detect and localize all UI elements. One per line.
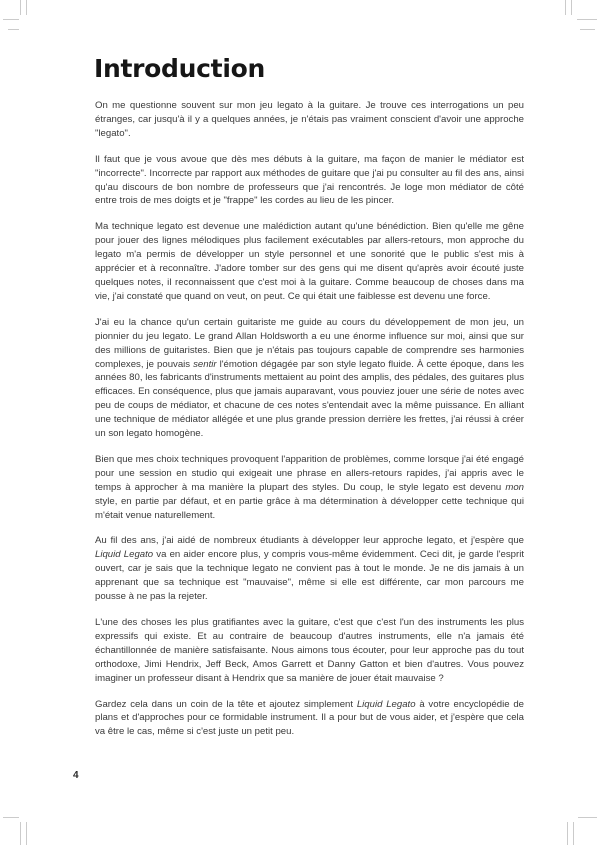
crop-mark-top-right — [571, 0, 572, 15]
text-run: Au fil des ans, j'ai aidé de nombreux étudiants à développer leur approche legato, et j'espère que — [95, 535, 524, 547]
text-run: Ma technique legato est devenue une malédiction autant qu'une bénédiction. Bien qu'elle me gêne pour jouer des lignes mélodiques plus facilement exécutables par allers-retours, mon approche du legato m'a permis de développer un style personnel et une sonorité que le public s'est mis à apprécier et à reconnaître. J'adore tomber sur des gens qui me disent qu'après avoir écouté juste quelques notes, il reconnaissent que c'est moi à la guitare. Comme beaucoup de choses dans ma vie, j'ai constaté que quand on veut, on peut. Ce qui était une faiblesse est devenu une force. — [95, 221, 524, 302]
paragraph — [95, 453, 524, 523]
crop-mark-top-left — [20, 0, 21, 15]
crop-mark-bottom-right — [567, 822, 568, 845]
text-run: L'une des choses les plus gratifiantes avec la guitare, c'est que c'est l'un des instruments les plus expressifs qui existe. Et au contraire de beaucoup d'autres instruments, elle n'a jamais été échantillonnée de manière satisfaisante. Nous aimons tous écouter, pour leur approche pas du tout orthodoxe, Jimi Hendrix, Jeff Beck, Amos Garrett et Danny Gatton et bien d'autres. Vous pouvez imaginer un professeur disant à Hendrix que sa manière de jouer était mauvaise ? — [95, 617, 524, 684]
crop-mark-top-left — [3, 19, 19, 20]
text-run: Gardez cela dans un coin de la tête et ajoutez simplement — [95, 698, 357, 710]
crop-mark-bottom-left — [20, 822, 21, 845]
text-run: On me questionne souvent sur mon jeu legato à la guitare. Je trouve ces interrogations un peu étranges, car jusqu'à il y a quelques années, je n'étais pas vraiment conscient d'avoir une approche "legato". — [95, 100, 524, 139]
paragraph — [95, 616, 524, 686]
crop-mark-top-right — [577, 19, 597, 20]
text-run: Il faut que je vous avoue que dès mes débuts à la guitare, ma façon de manier le médiator est "incorrecte". Incorrecte par rapport aux méthodes de guitare que j'ai pu consulter au fil des ans, ainsi qu'au discours de bon nombre de professeurs que j'ai rencontrés. Je loge mon médiator de côté entre trois de mes doigts et je "frappe" les cordes au lieu de les pincer. — [95, 153, 524, 207]
paragraph — [95, 698, 524, 740]
crop-mark-bottom-left — [26, 822, 27, 845]
page-title: Introduction — [94, 54, 265, 83]
crop-mark-top-right — [580, 29, 595, 30]
paragraph — [95, 534, 524, 604]
text-run: l'émotion dégagée par son style legato fluide. À cette époque, dans les années 80, les fabricants d'instruments mettaient au point des amplis, des pédales, des guitares plus efficaces. En conséquence, plus que jamais auparavant, vous pouviez jouer une série de notes avec peu de coups de médiator, et chacune de ces notes s'entendait avec la même puissance. En alliant une technique de médiator allégée et une plus grande pression derrière les frettes, j'ai réussi à créer un son legato homogène. — [95, 358, 524, 440]
italic-text-run: Liquid Legato — [356, 698, 416, 710]
paragraph — [95, 99, 524, 141]
text-run: style, en partie par défaut, et en partie grâce à ma détermination à développer cette technique qui m'était venue naturellement. — [95, 495, 524, 521]
page-number: 4 — [73, 770, 79, 781]
text-run: à votre encyclopédie de plans et d'approches pour ce formidable instrument. Il a pour but de vous aider, et j'espère que cela va être le cas, même si c'est juste un petit peu. — [95, 698, 524, 738]
crop-mark-bottom-left — [3, 817, 19, 818]
italic-text-run: Liquid Legato — [95, 549, 154, 561]
text-run: Bien que mes choix techniques provoquent l'apparition de problèmes, comme lorsque j'ai été engagé pour une session en studio qui exigeait une phrase en allers-retours rapides, j'ai appris avec le temps à approcher à ma manière la plupart des styles. Du coup, le style legato est devenu — [95, 453, 524, 493]
crop-mark-top-left — [8, 29, 19, 30]
italic-text-run: sentir — [193, 358, 217, 370]
italic-text-run: mon — [505, 481, 524, 493]
paragraph — [95, 316, 524, 441]
paragraph — [95, 153, 524, 209]
body-text — [95, 99, 524, 739]
crop-mark-top-left — [26, 0, 27, 15]
crop-mark-bottom-right — [578, 817, 597, 818]
crop-mark-top-right — [565, 0, 566, 15]
text-run: va en aider encore plus, y compris vous-même évidemment. Ceci dit, je garde l'esprit ouvert, car je sais que la technique legato ne convient pas à tout le monde. Je ne dis jamais à un apprenant que sa technique est "mauvaise", même si elle est différente, car mon parcours me pousse à ne pas la rejeter. — [95, 549, 524, 603]
crop-mark-bottom-right — [573, 822, 574, 845]
text-run: J'ai eu la chance qu'un certain guitariste me guide au cours du développement de mon jeu, un pionnier du jeu legato. Le grand Allan Holdsworth a eu une énorme influence sur moi, ainsi que sur des millions de guitaristes. Bien que je n'étais pas toujours capable de comprendre ses harmonies complexes, je pouvais — [95, 316, 524, 370]
paragraph — [95, 220, 524, 303]
